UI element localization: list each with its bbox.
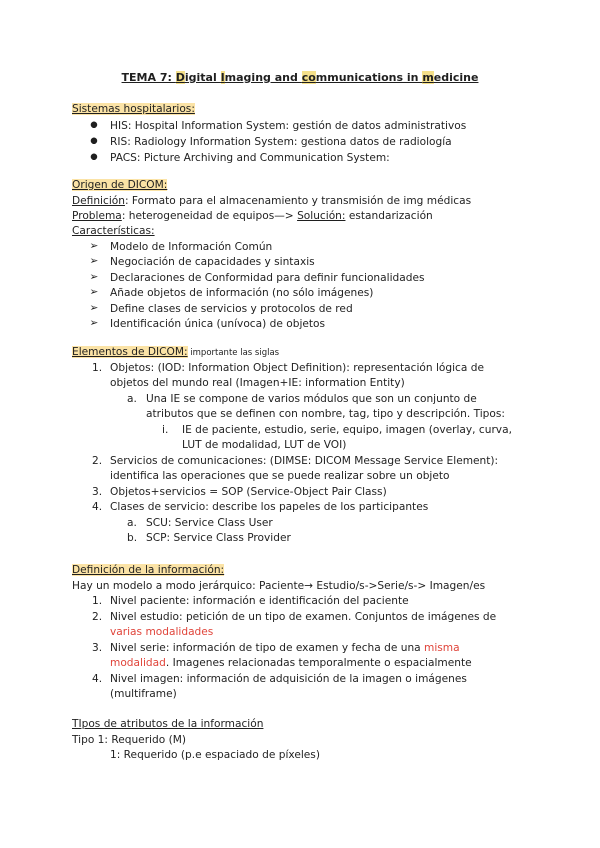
list-letter: b. [127, 532, 138, 544]
list-item-continuation: (multiframe) [110, 688, 177, 700]
list-item: Añade objetos de información (no sólo imágenes) [110, 287, 374, 299]
title-highlight-co: co [301, 71, 316, 84]
list-item-continuation: atributos que se definen con nombre, tag, tipo y descripción. Tipos: [146, 408, 505, 420]
list-item-continuation: identifica las operaciones que se puede realizar sobre un objeto [110, 470, 450, 482]
title-part-imaging: maging and [224, 71, 302, 84]
list-item: Clases de servicio: describe los papeles de los participantes [110, 501, 429, 513]
list-item-continuation: LUT de modalidad, LUT de VOI) [182, 439, 347, 451]
list-number: 4. [92, 501, 103, 513]
features-label: Características: [72, 225, 155, 237]
definition-text: : Formato para el almacenamiento y transmisión de img médicas [124, 195, 472, 207]
title-prefix: TEMA 7: [121, 71, 176, 84]
list-number: 1. [92, 595, 103, 607]
section-heading-definicion: Definición de la información: [72, 564, 225, 576]
bullet-icon: ● [90, 136, 98, 146]
arrow-bullet-icon: ➢ [89, 317, 99, 329]
list-item: SCU: Service Class User [146, 517, 273, 529]
definition-label: Definición [72, 195, 125, 207]
list-item: IE de paciente, estudio, serie, equipo, imagen (overlay, curva, [182, 424, 512, 436]
arrow-bullet-icon: ➢ [89, 255, 99, 267]
list-number: 4. [92, 673, 103, 685]
list-number: 3. [92, 486, 103, 498]
title-part-medicine: edicine [433, 71, 479, 84]
list-item-continuation: modalidad. Imagenes relacionadas temporalmente o espacialmente [110, 657, 472, 669]
section-heading-origen: Origen de DICOM: [72, 179, 168, 191]
red-text: misma [424, 642, 460, 654]
attribute-type-example: 1: Requerido (p.e espaciado de píxeles) [110, 749, 320, 761]
section-heading-hospital: Sistemas hospitalarios: [72, 103, 195, 115]
list-number: 2. [92, 455, 103, 467]
list-item: Servicios de comunicaciones: (DIMSE: DICOM Message Service Element): [110, 455, 499, 467]
list-item: SCP: Service Class Provider [146, 532, 291, 544]
list-item: Objetos: (IOD: Information Object Definition): representación lógica de [110, 362, 484, 374]
title-highlight-m: m [422, 71, 434, 84]
list-item: Identificación única (unívoca) de objetos [110, 318, 326, 330]
list-item: Nivel paciente: información e identificación del paciente [110, 595, 409, 607]
list-item: Modelo de Información Común [110, 241, 273, 253]
list-item: Nivel imagen: información de adquisición de la imagen o imágenes [110, 673, 467, 685]
arrow-bullet-icon: ➢ [89, 302, 99, 314]
list-item: Objetos+servicios = SOP (Service-Object Pair Class) [110, 486, 387, 498]
list-item: Negociación de capacidades y sintaxis [110, 256, 315, 268]
list-item: HIS: Hospital Information System: gestión de datos administrativos [110, 120, 467, 132]
definition-line [72, 194, 471, 208]
list-number: 2. [92, 611, 103, 623]
bullet-icon: ● [90, 152, 98, 162]
list-item: PACS: Picture Archiving and Communication System: [110, 152, 390, 164]
title-part-communications: mmunications in [315, 71, 423, 84]
list-item: RIS: Radiology Information System: gestiona datos de radiología [110, 136, 452, 148]
list-item: Declaraciones de Conformidad para definir funcionalidades [110, 272, 425, 284]
list-item: Nivel estudio: petición de un tipo de examen. Conjuntos de imágenes de [110, 611, 497, 623]
section-heading-tipos: TIpos de atributos de la información [72, 718, 264, 730]
red-text: modalidad [110, 657, 166, 669]
list-letter: a. [127, 517, 137, 529]
list-item: Nivel serie: información de tipo de examen y fecha de una misma [110, 642, 460, 654]
solution-label: Solución: [297, 210, 346, 222]
list-letter: a. [127, 393, 137, 405]
attribute-type-line: Tipo 1: Requerido (M) [72, 734, 186, 746]
heading-text: Elementos de DICOM: [72, 346, 188, 358]
section-heading-elementos [72, 345, 279, 360]
solution-text: estandarización [345, 210, 433, 222]
list-roman: i. [162, 424, 169, 436]
problem-text: : heterogeneidad de equipos—> [121, 210, 298, 222]
list-item: Una IE se compone de varios módulos que son un conjunto de [146, 393, 477, 405]
arrow-bullet-icon: ➢ [89, 240, 99, 252]
list-number: 1. [92, 362, 103, 374]
title-highlight-d: D [175, 71, 185, 84]
list-number: 3. [92, 642, 103, 654]
problem-line [72, 209, 433, 223]
heading-note: importante las siglas [187, 348, 280, 358]
hierarchy-intro: Hay un modelo a modo jerárquico: Paciente→ Estudio/s->Serie/s-> Imagen/es [72, 580, 486, 592]
title-part-digital: igital [184, 71, 221, 84]
problem-label: Problema [72, 210, 122, 222]
bullet-icon: ● [90, 120, 98, 130]
list-item-continuation: objetos del mundo real (Imagen+IE: information Entity) [110, 377, 405, 389]
arrow-bullet-icon: ➢ [89, 271, 99, 283]
list-item: Define clases de servicios y protocolos de red [110, 303, 353, 315]
list-item-red-text: varias modalidades [110, 626, 214, 638]
title-highlight-i: I [220, 71, 225, 84]
arrow-bullet-icon: ➢ [89, 286, 99, 298]
document-title [0, 71, 600, 84]
